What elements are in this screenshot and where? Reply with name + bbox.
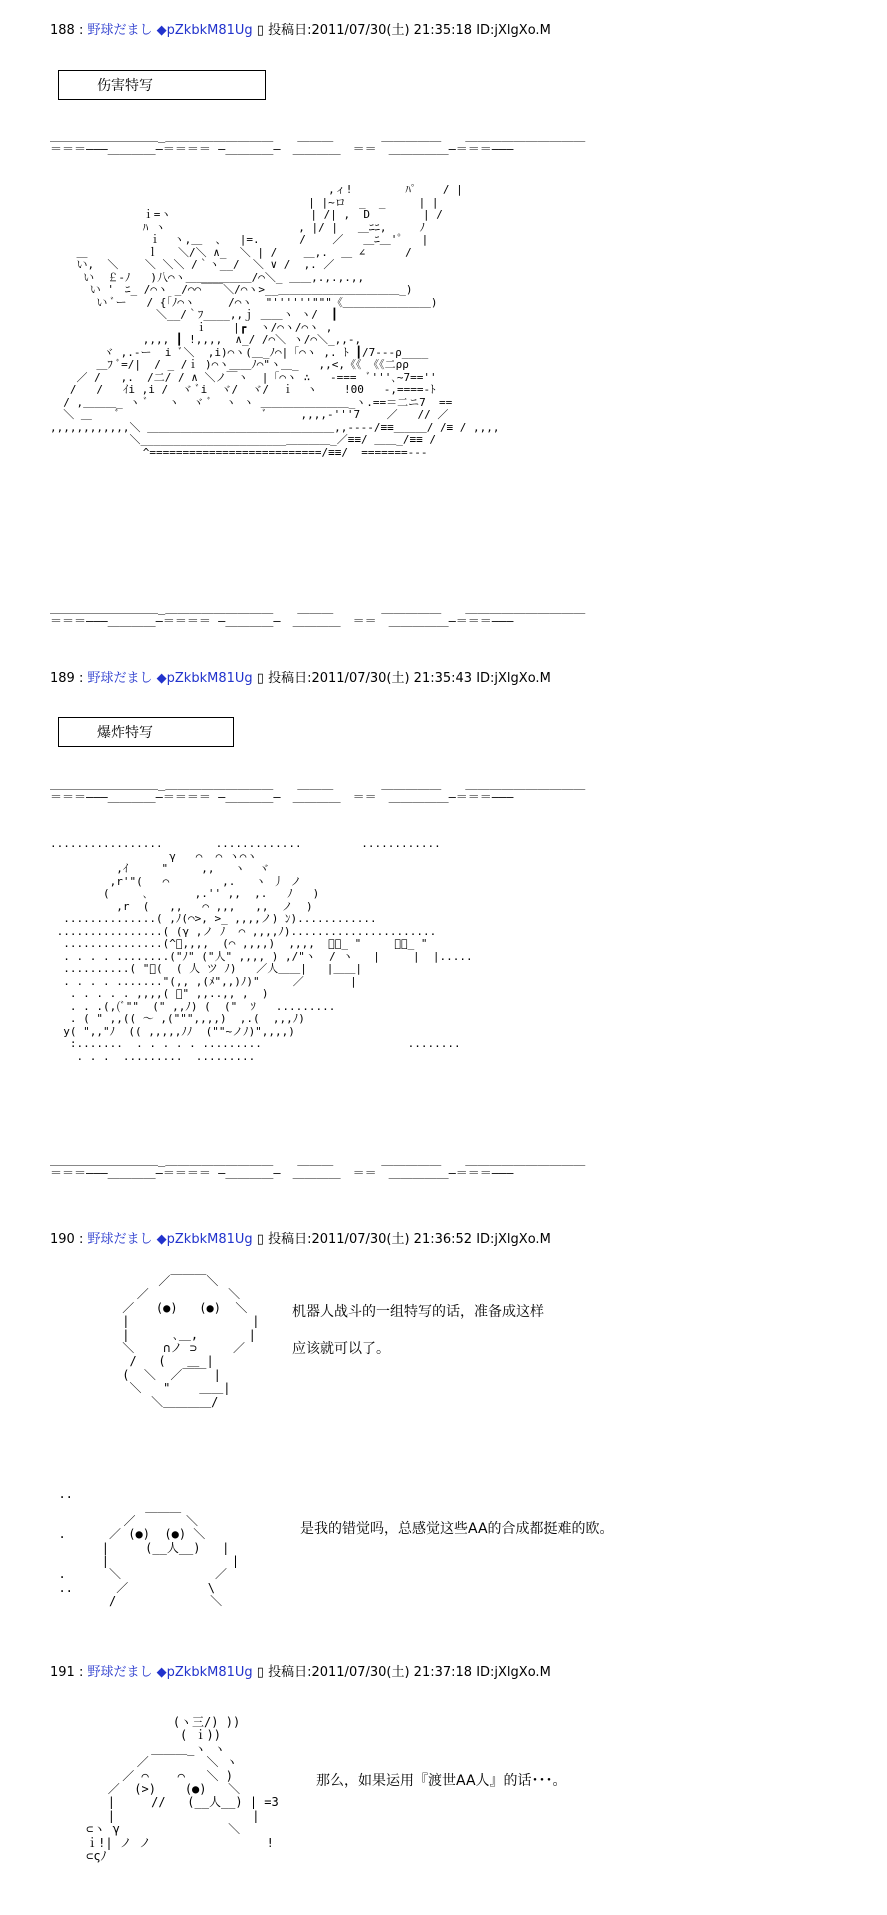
explosion-art: ................. ............. ............ γ ⌒ ⌒ ヽ⌒ヽ ,ｲ " ,, ヽ ヾ ,r'"( ⌒ ,. ヽ 丿 ノ ( ､ ,.'' ,, ,. ﾉ ) ,r ( ,, ⌒ ,,, ,, ノ ) ..............( ,ﾉ(⌒>, >_ ,,,,ノ) ﾝ)............ ................( (γ ,ノ ﾉ ⌒ ,,,,ﾉ)...................... ...............(^ﾞ,,,, (⌒ ,,,,) ,,,, ＿＿_ " ＿＿_ " . . . . ........("ﾉ" ("人" ,,,, ) ,/"ヽ / ヽ | | |..... ..........( "ﾞ( ( 人 ツ ﾉ) ／人＿＿| |＿＿| . . . . ......."(,, ,(ﾒ",,)ﾉ)" ／ | . . . . . ,,,,( ﾞ" ,,..,, , ) . . .(,(ﾞ"" (" ,,ﾉ) ( (" ｿ ......... . ( " ,,(( ～ ,(""",,,,) ,.( ,,,ﾉ) y( ",,"ﾉ (( ,,,,,ﾉﾉ (""~ノﾉ)",,,,) :....... . . . . . ......... ........ . . . ......... ......... [50, 837, 473, 1063]
post-number: 190 [50, 1232, 75, 1247]
poster-trip: ◆pZkbkM81Ug [156, 671, 253, 686]
dialogue-line: 那么，如果运用『渡世AA人』的话･･･。 [316, 1773, 567, 1789]
divider-rule: ＿＿＿＿＿＿＿＿＿_＿＿＿＿＿＿＿＿＿ ＿＿＿ ＿＿＿＿＿ ＿＿＿＿＿＿＿＿＿＿ ＝＝＝―――＿＿＿＿―＝＝＝＝ ―＿＿＿＿― ＿＿＿＿ ＝＝ ＿＿＿＿＿―＝＝＝――― [50, 129, 586, 156]
poster-trip: ◆pZkbkM81Ug [156, 23, 253, 38]
poster-name[interactable]: 野球だまし [87, 23, 153, 38]
title-box [58, 717, 234, 747]
post-header: 191 : 野球だまし ◆pZkbkM81Ug ▯ 投稿日:2011/07/30(土) 21:37:18 ID:jXlgXo.M [50, 1665, 551, 1680]
title-box [58, 70, 266, 100]
yaruo-dancing-art: (ヽ三/) )) ( ｉ)) ＿＿＿_ヽ ヽ ／ ＼ ヽ ／ ⌒ ⌒ ＼ ) ／ (>) (●) ＼ | // (__人__) | =3 | | ⊂ヽ γ ＼ ｉ!| ノ ノ ! ⊂ςﾉ [86, 1715, 279, 1864]
post-date: 投稿日:2011/07/30(土) 21:35:43 ID:jXlgXo.M [268, 671, 551, 686]
post-date: 投稿日:2011/07/30(土) 21:35:18 ID:jXlgXo.M [268, 23, 551, 38]
divider-rule: ＿＿＿＿＿＿＿＿＿_＿＿＿＿＿＿＿＿＿ ＿＿＿ ＿＿＿＿＿ ＿＿＿＿＿＿＿＿＿＿ ＝＝＝―――＿＿＿＿―＝＝＝＝ ―＿＿＿＿― ＿＿＿＿ ＝＝ ＿＿＿＿＿―＝＝＝――― [50, 1153, 586, 1180]
title-box-label: 爆炸特写 [97, 725, 153, 741]
poster-trip: ◆pZkbkM81Ug [156, 1665, 253, 1680]
post-header: 188 : 野球だまし ◆pZkbkM81Ug ▯ 投稿日:2011/07/30(土) 21:35:18 ID:jXlgXo.M [50, 23, 551, 38]
post-number: 191 [50, 1665, 75, 1680]
divider-rule: ＿＿＿＿＿＿＿＿＿_＿＿＿＿＿＿＿＿＿ ＿＿＿ ＿＿＿＿＿ ＿＿＿＿＿＿＿＿＿＿ ＝＝＝―――＿＿＿＿―＝＝＝＝ ―＿＿＿＿― ＿＿＿＿ ＝＝ ＿＿＿＿＿―＝＝＝――― [50, 601, 586, 628]
poster-name[interactable]: 野球だまし [87, 671, 153, 686]
title-box-label: 伤害特写 [97, 78, 153, 94]
divider-rule: ＿＿＿＿＿＿＿＿＿_＿＿＿＿＿＿＿＿＿ ＿＿＿ ＿＿＿＿＿ ＿＿＿＿＿＿＿＿＿＿ ＝＝＝―――＿＿＿＿―＝＝＝＝ ―＿＿＿＿― ＿＿＿＿ ＝＝ ＿＿＿＿＿―＝＝＝――― [50, 777, 586, 804]
post-date: 投稿日:2011/07/30(土) 21:36:52 ID:jXlgXo.M [268, 1232, 551, 1247]
yaranaio-face-art: .. ＿＿＿ ／ ＼ . ／ (●) (●) ＼ | (__人__) | | | . ＼ ／ .. ／ \ / ＼ [58, 1487, 240, 1609]
poster-name[interactable]: 野球だまし [87, 1665, 153, 1680]
poster-name[interactable]: 野球だまし [87, 1232, 153, 1247]
dialogue-line: 机器人战斗的一组特写的话，准备成这样 [292, 1304, 544, 1320]
post-header: 190 : 野球だまし ◆pZkbkM81Ug ▯ 投稿日:2011/07/30(土) 21:36:52 ID:jXlgXo.M [50, 1232, 551, 1247]
dialogue-line: 是我的错觉吗，总感觉这些AA的合成都挺难的欧。 [300, 1521, 614, 1537]
yaruo-face-art: ／￣￣￣＼ ／ ＼ ／ (●) (●) ＼ | | | ､＿, | ＼ ∩ノ ⊃ ／ / ( ＿ | ( ＼ ／￣￣ | ＼ " ＿＿| ＼＿＿＿＿/ [122, 1274, 260, 1409]
post-header: 189 : 野球だまし ◆pZkbkM81Ug ▯ 投稿日:2011/07/30(土) 21:35:43 ID:jXlgXo.M [50, 671, 551, 686]
post-date: 投稿日:2011/07/30(土) 21:37:18 ID:jXlgXo.M [268, 1665, 551, 1680]
post-number: 189 [50, 671, 75, 686]
robot-attack-art: ,ィ! ﾊﾟ / | | |~ロ _ _ | | ｉ=ヽ | /| , D | / ﾊ ヽ , |/ | ＿ﾆﾆ, ﾉ ｉ ヽ,＿ 、 |=. / ／ ＿ﾆ＿'゜ | ＿ ｌ ＼/＼ ∧_ ＼ | / ＿,. ＿ ∠ / い, ＼ ＼ ＼＼ /｀ヽ__/ ＼ ∨ / ,. ／ い ￡-ﾉ )八⌒ヽ＿＿＿＿＿＿/⌒＼_ ＿＿,.,.,.,, い ' ﾆ_ /⌒ヽ _/⌒⌒￣￣＼/⌒ヽ>__＿＿＿＿＿＿＿＿＿＿＿_) い ﾞー / {「ﾉ⌒ヽ /⌒ヽ "''''''"""《＿＿＿＿＿＿＿＿) ＼__/｀ﾌ____,,ｊ ＿＿ヽ ヽ/ ┃ ｉ |┏ ヽ/⌒ヽ/⌒ヽ , ,,,, ┃ !,,,, ∧_/ /⌒＼ ヽ/⌒＼_,,-, ヾ ,.-ー i ﾞ＼ ,i)⌒ヽ(＿_ﾉ⌒|「⌒ヽ ,. ﾄ ┃/7---ρ____ ＿ﾌ ﾞ=/| / _ /ｉ )⌒ヽ＿＿ﾉ⌒"ヽ＿_ ,,<,《《 《《二ρρ ／ / ,. /二/ / ∧ ＼ノ￣ヽ |「⌒ヽ ∴ -=== ﾞ'''､~7=='' / / ｲi ,i / ヾ ﾞi ヾ/ ヾ/ ｉ ヽ !00 -,====-ﾄ / ,＿＿＿_ ヽ ﾞ ヽ ヾ ﾞ ヽ ヽ ＿＿＿＿＿＿＿＿_ヽ.==＝二ニ7 == ＼ ＿ ﾞ ﾞ ,,,,-'''7 ／ // ／ ,,,,,,,,,,,,＼ ＿＿＿＿＿＿＿＿＿＿＿＿＿＿＿＿＿,,----/≡≡＿＿＿/ /≡ / ,,,, ＼______________________＿＿＿＿_／≡≡/ ＿＿_/≡≡ / ^==========================/≡≡/ =======--- [50, 183, 500, 459]
post-number: 188 [50, 23, 75, 38]
dialogue-line: 应该就可以了。 [292, 1341, 390, 1357]
poster-trip: ◆pZkbkM81Ug [156, 1232, 253, 1247]
